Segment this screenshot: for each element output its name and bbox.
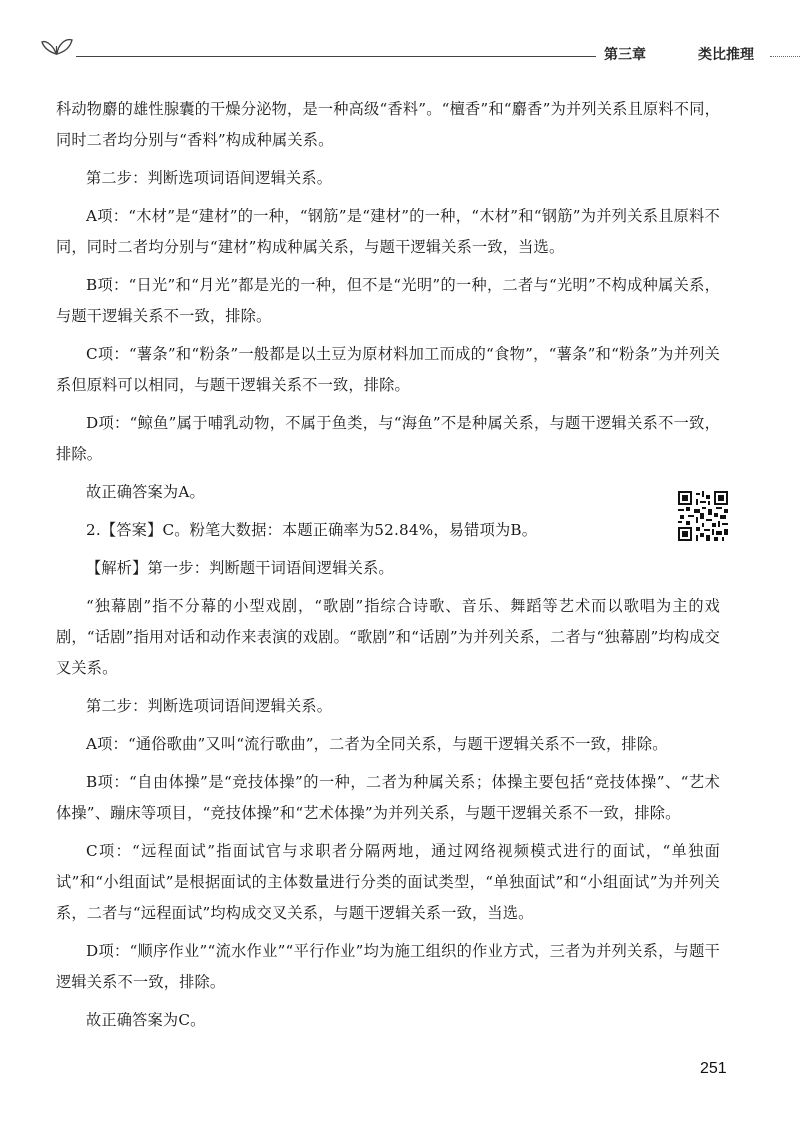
paragraph: A项：“木材”是“建材”的一种，“钢筋”是“建材”的一种，“木材”和“钢筋”为并列关系且原料不同，同时二者均分别与“建材”构成种属关系，与题干逻辑关系一致，当选。 xyxy=(56,207,720,256)
paragraph: 第二步：判断选项词语间逻辑关系。 xyxy=(86,697,333,715)
paragraph: B项：“自由体操”是“竞技体操”的一种，二者为种属关系；体操主要包括“竞技体操”、“艺术体操”、蹦床等项目，“竞技体操”和“艺术体操”为并列关系，与题干逻辑关系不一致，排除。 xyxy=(56,773,720,822)
paragraph: D项：“鲸鱼”属于哺乳动物，不属于鱼类，与“海鱼”不是种属关系，与题干逻辑关系不一致，排除。 xyxy=(56,414,720,463)
answer-heading: 2.【答案】C。粉笔大数据：本题正确率为52.84%，易错项为B。 xyxy=(86,521,538,539)
paragraph: B项：“日光”和“月光”都是光的一种，但不是“光明”的一种，二者与“光明”不构成种属关系，与题干逻辑关系不一致，排除。 xyxy=(56,276,720,325)
page-body xyxy=(56,94,720,1043)
paragraph: C项：“薯条”和“粉条”一般都是以土豆为原材料加工而成的“食物”，“薯条”和“粉条”为并列关系但原料可以相同，与题干逻辑关系不一致，排除。 xyxy=(56,345,720,394)
paragraph: D项：“顺序作业”“流水作业”“平行作业”均为施工组织的作业方式，三者为并列关系，与题干逻辑关系不一致，排除。 xyxy=(56,942,720,991)
paragraph: 故正确答案为C。 xyxy=(86,1011,206,1029)
header-rule xyxy=(76,56,616,57)
page-number: 251 xyxy=(700,1060,727,1077)
analysis-heading: 【解析】第一步：判断题干词语间逻辑关系。 xyxy=(86,559,394,577)
chapter-label: 第三章 xyxy=(596,44,656,64)
paragraph: 故正确答案为A。 xyxy=(86,483,205,501)
paragraph: 第二步：判断选项词语间逻辑关系。 xyxy=(86,169,333,187)
paragraph: “独幕剧”指不分幕的小型戏剧，“歌剧”指综合诗歌、音乐、舞蹈等艺术而以歌唱为主的戏剧，“话剧”指用对话和动作来表演的戏剧。“歌剧”和“话剧”为并列关系，二者与“独幕剧”均构成交叉关系。 xyxy=(56,597,720,677)
paragraph: A项：“通俗歌曲”又叫“流行歌曲”，二者为全同关系，与题干逻辑关系不一致，排除。 xyxy=(86,735,668,753)
section-label: 类比推理 xyxy=(698,44,758,64)
qr-code-icon[interactable] xyxy=(678,491,728,541)
header-dotted-rule xyxy=(770,56,800,57)
leaf-icon xyxy=(40,34,74,56)
paragraph: 科动物麝的雄性腺囊的干燥分泌物，是一种高级“香料”。“檀香”和“麝香”为并列关系且原料不同，同时二者均分别与“香料”构成种属关系。 xyxy=(56,100,720,149)
page-header xyxy=(40,32,765,72)
paragraph: C项：“远程面试”指面试官与求职者分隔两地，通过网络视频模式进行的面试，“单独面试”和“小组面试”是根据面试的主体数量进行分类的面试类型，“单独面试”和“小组面试”为并列关系，二者与“远程面试”均构成交叉关系，与题干逻辑关系一致，当选。 xyxy=(56,842,720,922)
